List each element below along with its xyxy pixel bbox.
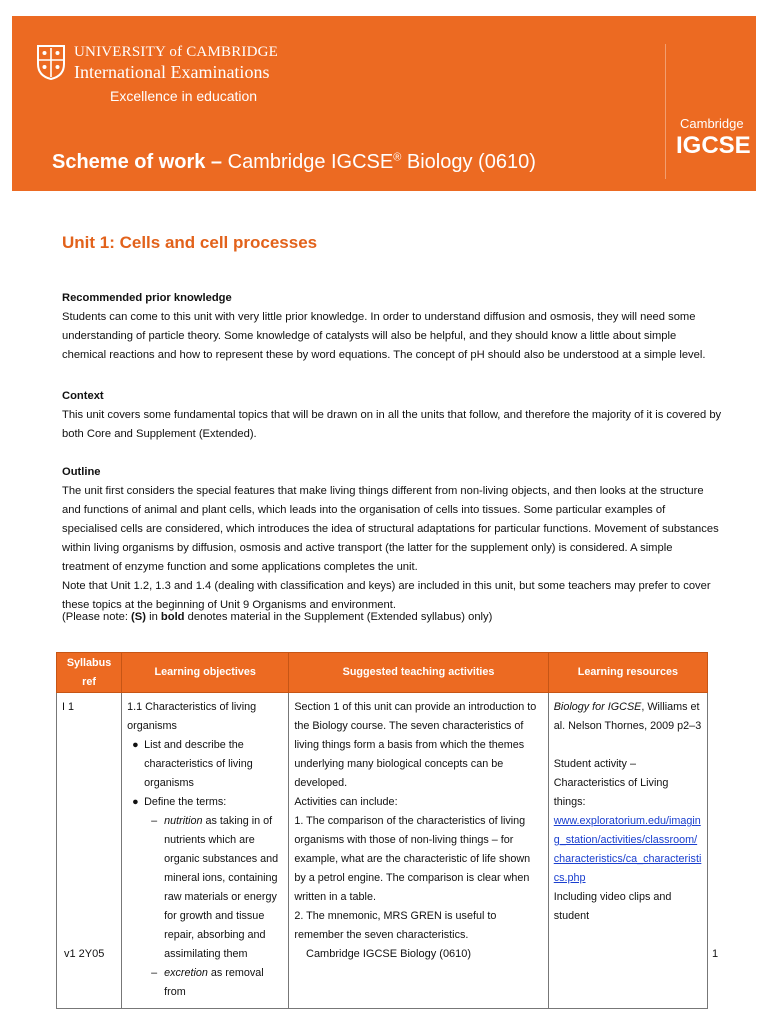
list-item [132, 736, 283, 793]
dash-icon: – [151, 967, 158, 979]
prior-knowledge-heading: Recommended prior knowledge [62, 292, 232, 304]
context-text: This unit covers some fundamental topics that will be drawn on in all the units that follow, and therefore the majority of it is covered by both Core and Supplement (Extended). [62, 409, 722, 440]
supplement-note [62, 611, 492, 623]
cell-learning-resources [548, 693, 707, 1009]
cell-teaching-activities [289, 693, 548, 1009]
bullet-icon: ● [132, 739, 139, 751]
note-mid: in [145, 611, 161, 623]
dash-icon: – [151, 815, 158, 827]
header-learning-resources: Learning resources [548, 653, 707, 693]
objective-title: 1.1 Characteristics of living organisms [127, 701, 257, 732]
resource-activity: Student activity – Characteristics of Living things: [553, 758, 669, 808]
unit-title: Unit 1: Cells and cell processes [62, 233, 318, 252]
context-section [62, 387, 722, 444]
igcse-logo-big: IGCSE [676, 132, 751, 159]
definition-text: as removal from [164, 967, 264, 998]
registered-mark: ® [393, 151, 402, 164]
page-title-course: Cambridge IGCSE [222, 151, 394, 173]
table-header-row [57, 653, 708, 693]
objective-bullet-text: Define the terms: [144, 796, 227, 808]
header-teaching-activities: Suggested teaching activities [289, 653, 548, 693]
university-tagline: Excellence in education [110, 88, 258, 104]
term-excretion: excretion [164, 967, 208, 979]
footer-title: Cambridge IGCSE Biology (0610) [306, 948, 472, 960]
resource-link[interactable]: www.exploratorium.edu/imaging_station/activities/classroom/characteristics/ca_characteristics.php [553, 815, 702, 884]
prior-knowledge-section [62, 289, 722, 365]
page-title-bold: Scheme of work – [52, 151, 223, 173]
cell-syllabus-ref: I 1 [57, 693, 122, 1009]
book-title: Biology for IGCSE [553, 701, 642, 713]
term-nutrition: nutrition [164, 815, 203, 827]
resource-more: Including video clips and student [553, 891, 672, 922]
igcse-logo [665, 44, 751, 179]
footer-version: v1 2Y05 [64, 948, 105, 960]
outline-note: Note that Unit 1.2, 1.3 and 1.4 (dealing with classification and keys) are included in this unit, but some teachers may prefer to cover these topics at the beginning of Unit 9 Organisms and environment. [62, 580, 711, 611]
note-post: denotes material in the Supplement (Extended syllabus) only) [184, 611, 493, 623]
context-heading: Context [62, 390, 104, 402]
outline-section [62, 463, 722, 615]
note-bold: bold [160, 611, 185, 623]
outline-heading: Outline [62, 466, 101, 478]
table-row [57, 693, 708, 1009]
prior-knowledge-text: Students can come to this unit with very little prior knowledge. In order to understand diffusion and osmosis, they will need some understanding of particle theory. Some knowledge of catalysts will also be helpful, and they should know a little about simple chemical reactions and how to represent these by word equations. The concept of pH should also be understood at a simple level. [62, 311, 706, 361]
note-pre: (Please note: [62, 611, 132, 623]
note-s: (S) [131, 611, 146, 623]
cell-learning-objectives [122, 693, 289, 1009]
list-item [151, 964, 283, 1002]
resource-book [554, 698, 702, 736]
definition-text: as taking in of nutrients which are organic substances and mineral ions, containing raw materials or energy for growth and tissue repair, absorbing and assimilating them [164, 815, 279, 960]
outline-text: The unit first considers the special features that make living things different from non-living objects, and then looks at the structure and functions of animal and plant cells, which leads into the organisation of cells into tissues. Some particular examples of specialised cells are considered, which introduces the idea of structural adaptations for particular functions. Movement of substances within living organisms by diffusion, osmosis and active transport (the latter for the supplement only) is considered. A simple treatment of enzyme function and some applications completes the unit. [62, 485, 719, 573]
activities-intro: Section 1 of this unit can provide an introduction to the Biology course. The seven characteristics of living things form a basis from which the themes underlying many biological concepts can be developed. [294, 701, 537, 789]
header-banner [12, 16, 756, 191]
objective-bullet-text: List and describe the characteristics of living organisms [144, 739, 253, 789]
header-learning-objectives: Learning objectives [122, 653, 289, 693]
bullet-icon: ● [132, 796, 139, 808]
activity-item: 1. The comparison of the characteristics of living organisms with those of non-living things – for example, what are the characteristic of life shown by a petrol engine. The comparison is clear when written in a table. [294, 815, 531, 903]
objective-list [127, 736, 283, 1002]
list-item [151, 812, 283, 964]
page-title-subject: Biology (0610) [401, 151, 536, 173]
definition-list [144, 812, 283, 1002]
header-syllabus-ref: Syllabus ref [57, 653, 122, 693]
igcse-logo-small: Cambridge [680, 116, 744, 131]
activity-item: 2. The mnemonic, MRS GREN is useful to remember the seven characteristics. [294, 910, 497, 941]
cambridge-crest-icon [36, 44, 66, 80]
activities-label: Activities can include: [294, 796, 398, 808]
list-item [132, 793, 283, 1002]
book-details: , Williams et al. Nelson Thornes, 2009 p2–3 [553, 701, 702, 732]
page-title [52, 151, 536, 174]
university-subtitle: International Examinations [74, 62, 270, 82]
university-name: UNIVERSITY of CAMBRIDGE [74, 44, 279, 60]
page-number: 1 [712, 948, 719, 960]
